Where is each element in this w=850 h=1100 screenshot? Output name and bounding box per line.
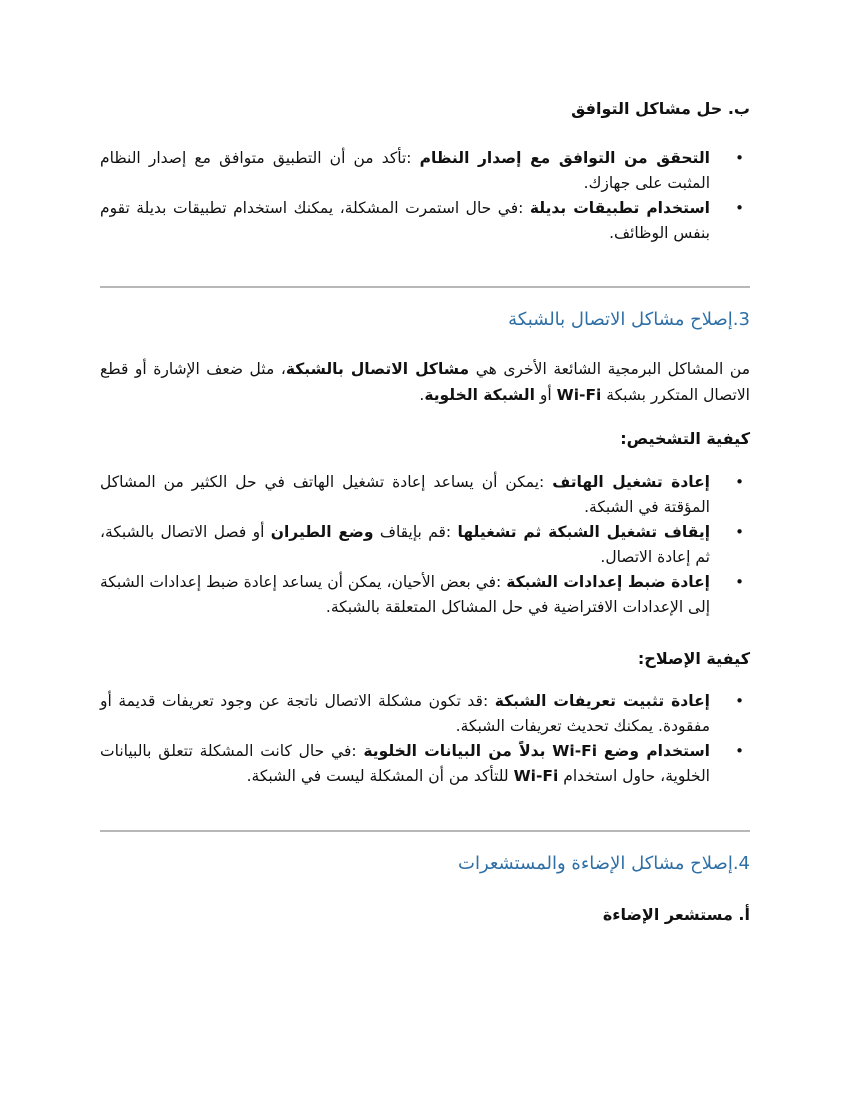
item-wifi: Wi-Fi [552,742,598,760]
item-bold: وضع الطيران [270,523,374,541]
diagnosis-list [100,470,750,620]
item-bold: بدلاً من البيانات الخلوية [363,742,546,760]
item-bold: إيقاف تشغيل الشبكة ثم تشغيلها [457,523,711,541]
section-4-title: 4.إصلاح مشاكل الإضاءة والمستشعرات [458,853,750,874]
bullet-icon: • [735,742,744,760]
fix-list [100,689,750,789]
intro-bold: الشبكة الخلوية [424,386,535,404]
item-bold: استخدام تطبيقات بديلة [529,199,710,217]
bullet-icon: • [735,149,744,167]
intro-text: ، مثل ضعف الإشارة أو قطع الاتصال المتكرر بشبكة [100,360,750,404]
item-text: :يمكن أن يساعد إعادة تشغيل الهاتف في حل الكثير من المشاكل المؤقتة في الشبكة. [100,473,710,516]
intro-text: أو [539,386,552,404]
intro-text: . [419,386,425,404]
list-item [100,739,750,789]
item-text: :في حال كانت المشكلة تتعلق بالبيانات الخلوية، حاول استخدام [100,742,710,785]
item-text: أو فصل الاتصال بالشبكة، ثم إعادة الاتصال. [100,523,710,566]
fix-heading: كيفية الإصلاح: [637,649,750,668]
intro-text: من المشاكل البرمجية الشائعة الأخرى هي [475,360,750,378]
item-text: للتأكد من أن المشكلة ليست في الشبكة. [246,767,509,785]
list-item [100,570,750,620]
item-text: :قد تكون مشكلة الاتصال ناتجة عن وجود تعريفات قديمة أو مفقودة. يمكنك تحديث تعريفات الشبكة. [100,692,710,735]
item-text: :تأكد من أن التطبيق متوافق مع إصدار النظام المثبت على جهازك. [100,149,710,192]
item-bold: التحقق من التوافق مع إصدار النظام [419,149,710,167]
item-bold: إعادة ضبط إعدادات الشبكة [506,573,710,591]
list-item [100,689,750,739]
list-item [100,520,750,570]
item-wifi: Wi-Fi [513,767,559,785]
bullet-icon: • [735,199,744,217]
item-text: :في بعض الأحيان، يمكن أن يساعد إعادة ضبط إعدادات الشبكة إلى الإعدادات الافتراضية في حل المشاكل المتعلقة بالشبكة. [100,573,710,616]
list-item [100,146,750,196]
item-text: :قم بإيقاف [379,523,452,541]
diagnosis-heading: كيفية التشخيص: [620,429,750,448]
bullet-icon: • [735,573,744,591]
intro-bold: مشاكل الاتصال بالشبكة [285,360,470,378]
item-bold: استخدام وضع [603,742,710,760]
section-b-heading: ب. حل مشاكل التوافق [571,99,750,118]
item-bold: إعادة تشغيل الهاتف [552,473,710,491]
section-divider [100,286,750,288]
bullet-icon: • [735,523,744,541]
list-item [100,196,750,246]
section-divider [100,830,750,832]
bullet-icon: • [735,473,744,491]
item-text: :في حال استمرت المشكلة، يمكنك استخدام تطبيقات بديلة تقوم بنفس الوظائف. [100,199,710,242]
compatibility-list [100,146,750,246]
section-3-intro [100,356,750,408]
list-item [100,470,750,520]
item-bold: إعادة تثبيت تعريفات الشبكة [494,692,710,710]
bullet-icon: • [735,692,744,710]
section-4a-heading: أ. مستشعر الإضاءة [602,905,750,924]
intro-wifi: Wi-Fi [556,386,602,404]
section-3-title: 3.إصلاح مشاكل الاتصال بالشبكة [508,309,750,330]
